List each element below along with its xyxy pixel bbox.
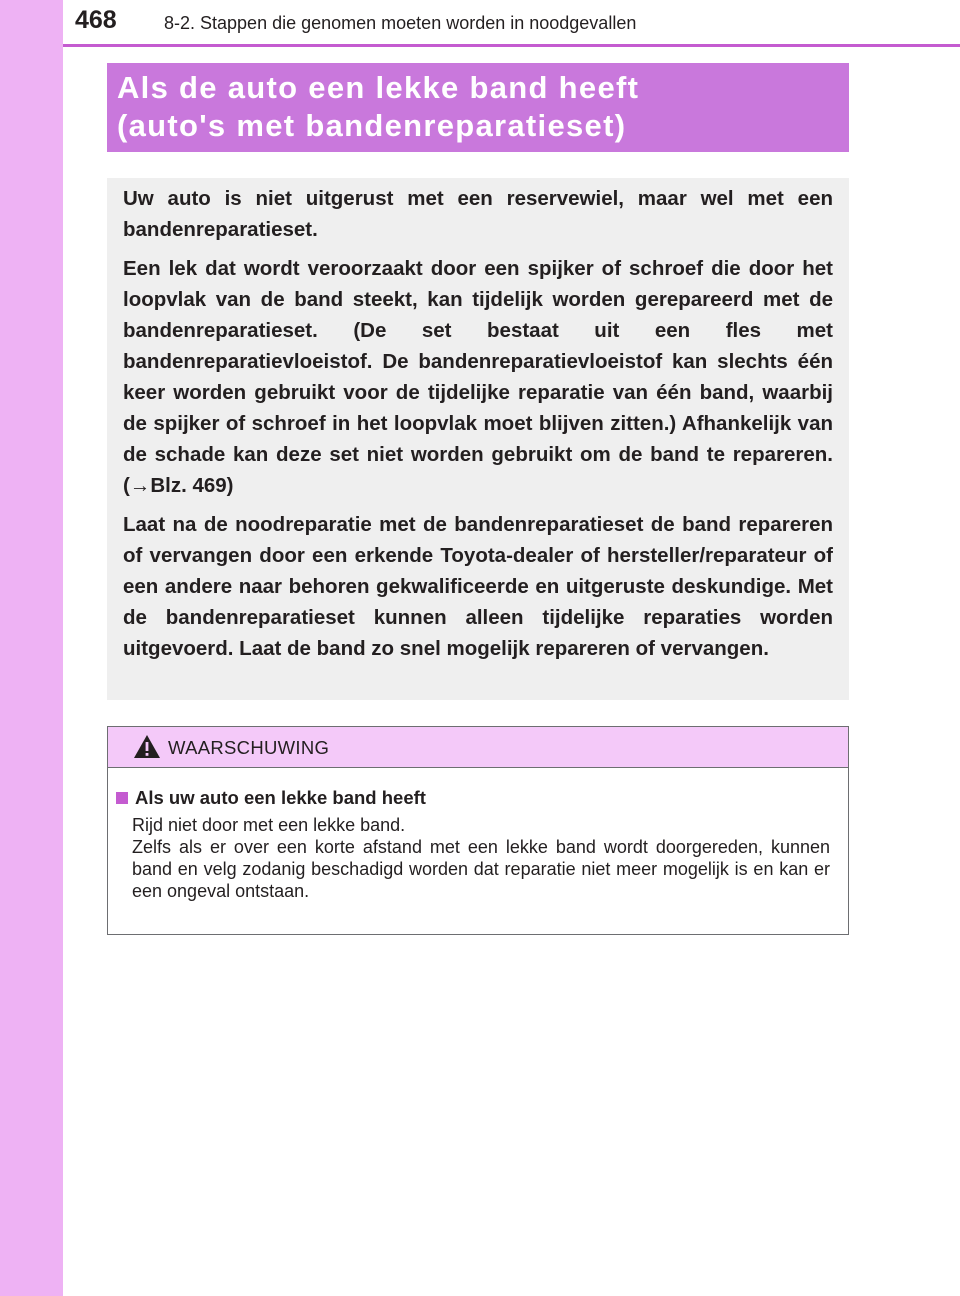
warning-subhead-text: Als uw auto een lekke band heeft <box>135 787 426 808</box>
chapter-title: 8-2. Stappen die genomen moeten worden in noodgevallen <box>164 13 637 33</box>
header-divider <box>63 44 960 47</box>
intro-paragraph-1: Uw auto is niet uitgerust met een reservewiel, maar wel met een bandenreparatieset. <box>123 187 833 241</box>
warning-body <box>108 768 848 902</box>
warning-header <box>108 727 848 768</box>
intro-box <box>107 178 849 700</box>
section-title-banner <box>107 63 849 152</box>
warning-triangle-icon <box>133 734 161 759</box>
warning-box <box>107 726 849 935</box>
intro-paragraph-3: Laat na de noodreparatie met de bandenreparatieset de band repareren of vervangen door een erkende Toyota-dealer of hersteller/reparateur of een andere naar behoren gekwalificeerde en uitgeruste deskundige. Met de bandenreparatieset kunnen alleen tijdelijke reparaties worden uitgevoerd. Laat de band zo snel mogelijk repareren of vervangen. <box>123 513 833 660</box>
warning-text <box>132 814 830 902</box>
warning-subhead <box>116 786 830 810</box>
warning-line-2: Zelfs als er over een korte afstand met een lekke band wordt doorgereden, kunnen band en velg zodanig beschadigd worden dat reparatie niet meer mogelijk is en kan er een ongeval ontstaan. <box>132 837 830 901</box>
warning-line-1: Rijd niet door met een lekke band. <box>132 815 406 835</box>
side-tab-strip <box>0 0 63 1296</box>
page-number: 468 <box>75 6 117 34</box>
section-title-line-1: Als de auto een lekke band heeft <box>117 70 640 105</box>
intro-paragraph-2: Een lek dat wordt veroorzaakt door een spijker of schroef die door het loopvlak van de band steekt, kan tijdelijk worden gerepareerd met de bandenreparatieset. (De set bestaat uit een fles met bandenreparatievloeistof. De bandenreparatievloeistof kan slechts één keer worden gebruikt voor de tijdelijke reparatie van één band, waarbij de spijker of schroef in het loopvlak moet blijven zitten.) Afhankelijk van de schade kan deze set niet worden gebruikt om de band te repareren. (→Blz. 469) <box>123 257 833 497</box>
section-title-line-2: (auto's met bandenreparatieset) <box>117 108 627 143</box>
bullet-square-icon <box>116 792 128 804</box>
warning-label: WAARSCHUWING <box>168 737 330 758</box>
